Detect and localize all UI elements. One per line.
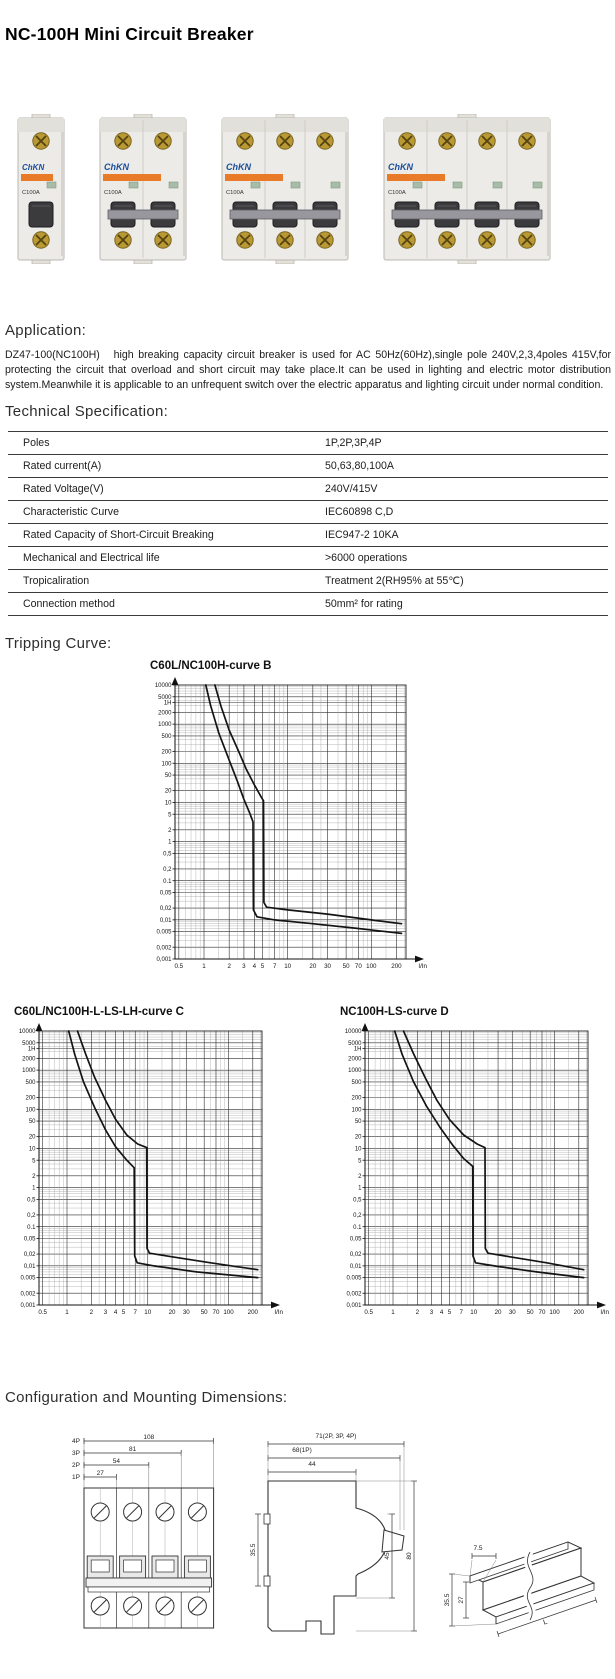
chart-title-c: C60L/NC100H-L-LS-LH-curve C	[14, 1006, 184, 1018]
svg-text:30: 30	[508, 1309, 516, 1316]
svg-text:500: 500	[25, 1080, 36, 1087]
chart-curve-c	[6, 1006, 284, 1328]
chart-plot-c	[6, 1021, 284, 1323]
svg-text:0,05: 0,05	[159, 890, 172, 897]
svg-text:35.5: 35.5	[250, 1543, 257, 1557]
spec-label: Rated Voltage(V)	[8, 478, 325, 501]
svg-text:0.005: 0.005	[156, 929, 172, 936]
svg-text:I/In: I/In	[418, 963, 427, 970]
svg-text:100: 100	[223, 1309, 234, 1316]
svg-text:20: 20	[168, 1309, 176, 1316]
svg-text:20: 20	[494, 1309, 502, 1316]
svg-text:20: 20	[28, 1134, 36, 1141]
svg-text:50: 50	[526, 1309, 534, 1316]
svg-text:500: 500	[161, 734, 172, 741]
svg-text:5: 5	[447, 1309, 452, 1316]
svg-text:2: 2	[227, 963, 231, 970]
svg-text:100: 100	[351, 1107, 362, 1114]
chart-plot-b	[142, 675, 428, 977]
breaker-photo-4p	[374, 114, 560, 264]
svg-text:1000: 1000	[348, 1068, 362, 1075]
svg-text:100: 100	[25, 1107, 36, 1114]
svg-text:200: 200	[391, 963, 402, 970]
svg-text:0,01: 0,01	[23, 1263, 36, 1270]
spec-label: Mechanical and Electrical life	[8, 547, 325, 570]
chart-title-d: NC100H-LS-curve D	[340, 1006, 449, 1018]
chart-title-b: C60L/NC100H-curve B	[150, 660, 272, 672]
svg-text:3: 3	[242, 963, 246, 970]
front-view-drawing	[52, 1430, 232, 1652]
svg-text:50: 50	[354, 1119, 362, 1126]
svg-text:0,002: 0,002	[346, 1291, 362, 1298]
svg-text:1000: 1000	[158, 722, 172, 729]
svg-text:0,02: 0,02	[159, 906, 172, 913]
svg-text:2: 2	[168, 827, 172, 834]
svg-text:5: 5	[32, 1158, 36, 1165]
svg-text:0,05: 0,05	[23, 1236, 36, 1243]
spec-label: Tropicaliration	[8, 570, 325, 593]
svg-text:0,002: 0,002	[20, 1291, 36, 1298]
chart-plot-d	[332, 1021, 610, 1323]
spec-value: >6000 operations	[325, 547, 608, 570]
svg-text:10: 10	[164, 800, 172, 807]
svg-text:10000: 10000	[18, 1029, 36, 1036]
spec-row	[8, 501, 608, 524]
spec-value: 50mm² for rating	[325, 593, 608, 616]
spec-label: Poles	[8, 432, 325, 455]
svg-text:1H: 1H	[353, 1046, 362, 1053]
svg-text:2: 2	[89, 1309, 94, 1316]
spec-value: 50,63,80,100A	[325, 455, 608, 478]
spec-value: 1P,2P,3P,4P	[325, 432, 608, 455]
application-text: DZ47-100(NC100H) high breaking capacity circuit breaker is used for AC 50Hz(60Hz),single pole 240V,2,3,4poles 415V,for protecting the circuit that overload and short circuit may take place.It can be used in lighting and electric motor distribution system.Meanwhile it is applicable to an unfrequent switch over the electric apparatus and lighting circuit under normal condition.	[5, 349, 614, 392]
breaker-photo-3p	[212, 114, 358, 264]
svg-text:L: L	[542, 1618, 549, 1627]
chart-curve-b	[142, 660, 428, 982]
svg-text:0,01: 0,01	[349, 1263, 362, 1270]
svg-text:4P: 4P	[72, 1438, 80, 1445]
svg-text:71(2P, 3P, 4P): 71(2P, 3P, 4P)	[315, 1433, 357, 1440]
svg-text:2P: 2P	[72, 1462, 80, 1469]
spec-value: IEC60898 C,D	[325, 501, 608, 524]
svg-text:200: 200	[351, 1095, 362, 1102]
svg-text:0,01: 0,01	[159, 917, 172, 924]
svg-text:0,5: 0,5	[163, 851, 172, 858]
svg-text:50: 50	[164, 773, 172, 780]
svg-text:1H: 1H	[163, 700, 172, 707]
svg-text:10000: 10000	[154, 683, 172, 690]
svg-text:1: 1	[202, 963, 206, 970]
svg-text:500: 500	[351, 1080, 362, 1087]
svg-text:68(1P): 68(1P)	[292, 1447, 312, 1454]
spec-row	[8, 455, 608, 478]
spec-label: Rated Capacity of Short-Circuit Breaking	[8, 524, 325, 547]
svg-text:3P: 3P	[72, 1450, 80, 1457]
svg-text:50: 50	[342, 963, 350, 970]
svg-text:2: 2	[415, 1309, 420, 1316]
svg-text:100: 100	[161, 761, 172, 768]
svg-text:0,001: 0,001	[156, 957, 172, 964]
svg-text:7: 7	[459, 1309, 463, 1316]
svg-text:108: 108	[143, 1434, 155, 1441]
spec-value: IEC947-2 10KA	[325, 524, 608, 547]
svg-text:5: 5	[358, 1158, 362, 1165]
svg-text:1: 1	[168, 839, 172, 846]
svg-text:54: 54	[112, 1458, 121, 1465]
svg-text:1P: 1P	[72, 1474, 80, 1481]
spec-table-body	[8, 432, 608, 616]
page-title: NC-100H Mini Circuit Breaker	[5, 24, 254, 44]
svg-text:0,2: 0,2	[353, 1213, 362, 1220]
svg-text:50: 50	[28, 1119, 36, 1126]
svg-text:20: 20	[164, 788, 172, 795]
breaker-photo-1p	[8, 114, 74, 264]
din-rail-drawing	[418, 1516, 610, 1668]
application-heading: Application:	[5, 322, 87, 339]
svg-text:I/In: I/In	[274, 1309, 283, 1316]
svg-text:ChKN: ChKN	[388, 162, 413, 172]
svg-text:ChKN: ChKN	[226, 162, 251, 172]
chart-curve-d	[332, 1006, 610, 1328]
svg-text:C100A: C100A	[104, 190, 122, 196]
spec-row	[8, 478, 608, 501]
svg-text:81: 81	[128, 1446, 137, 1453]
svg-text:30: 30	[324, 963, 332, 970]
svg-text:I/In: I/In	[600, 1309, 609, 1316]
svg-text:10: 10	[354, 1146, 362, 1153]
svg-text:0.1: 0.1	[353, 1224, 362, 1231]
spec-label: Rated current(A)	[8, 455, 325, 478]
svg-text:20: 20	[309, 963, 317, 970]
svg-text:ChKN: ChKN	[22, 163, 45, 172]
svg-text:C100A: C100A	[226, 190, 244, 196]
svg-text:10: 10	[144, 1309, 152, 1316]
svg-text:200: 200	[161, 749, 172, 756]
svg-text:0,02: 0,02	[23, 1252, 36, 1259]
svg-text:0.005: 0.005	[346, 1275, 362, 1282]
svg-text:200: 200	[25, 1095, 36, 1102]
svg-text:20: 20	[354, 1134, 362, 1141]
svg-text:0,2: 0,2	[27, 1213, 36, 1220]
dimensions-heading: Configuration and Mounting Dimensions:	[5, 1389, 288, 1406]
svg-text:0.5: 0.5	[38, 1309, 47, 1316]
svg-text:100: 100	[549, 1309, 560, 1316]
svg-text:0,5: 0,5	[353, 1197, 362, 1204]
svg-text:2: 2	[358, 1173, 362, 1180]
svg-text:0.005: 0.005	[20, 1275, 36, 1282]
svg-text:10000: 10000	[344, 1029, 362, 1036]
svg-text:C100A: C100A	[22, 190, 40, 196]
spec-value: Treatment 2(RH95% at 55℃)	[325, 570, 608, 593]
svg-text:30: 30	[182, 1309, 190, 1316]
svg-text:4: 4	[113, 1309, 118, 1316]
svg-text:0.1: 0.1	[163, 878, 172, 885]
svg-text:27: 27	[96, 1470, 104, 1477]
svg-text:4: 4	[439, 1309, 444, 1316]
svg-text:10: 10	[28, 1146, 36, 1153]
svg-text:50: 50	[200, 1309, 208, 1316]
breaker-photo-2p	[90, 114, 196, 264]
svg-text:5000: 5000	[158, 694, 172, 701]
svg-text:7: 7	[272, 963, 277, 970]
svg-text:0,5: 0,5	[27, 1197, 36, 1204]
svg-text:1: 1	[391, 1309, 395, 1316]
svg-text:200: 200	[247, 1309, 258, 1316]
svg-text:200: 200	[573, 1309, 584, 1316]
svg-text:35.5: 35.5	[444, 1593, 451, 1607]
spec-label: Connection method	[8, 593, 325, 616]
svg-text:5: 5	[168, 812, 172, 819]
svg-text:0,2: 0,2	[163, 867, 172, 874]
spec-row	[8, 547, 608, 570]
svg-text:5: 5	[260, 963, 265, 970]
svg-text:10: 10	[470, 1309, 478, 1316]
svg-text:ChKN: ChKN	[104, 162, 129, 172]
svg-text:1H: 1H	[27, 1046, 36, 1053]
svg-text:4: 4	[252, 963, 257, 970]
svg-text:7.5: 7.5	[473, 1545, 483, 1552]
svg-text:100: 100	[366, 963, 377, 970]
svg-text:0,002: 0,002	[156, 945, 172, 952]
svg-text:7: 7	[133, 1309, 137, 1316]
svg-text:2: 2	[32, 1173, 36, 1180]
svg-text:3: 3	[429, 1309, 434, 1316]
svg-text:44: 44	[308, 1461, 316, 1468]
svg-text:70: 70	[212, 1309, 220, 1316]
svg-text:0.5: 0.5	[174, 963, 184, 970]
svg-text:0,02: 0,02	[349, 1252, 362, 1259]
svg-text:1: 1	[358, 1185, 362, 1192]
spec-label: Characteristic Curve	[8, 501, 325, 524]
svg-text:0,001: 0,001	[346, 1303, 362, 1310]
svg-text:1: 1	[65, 1309, 69, 1316]
svg-text:80: 80	[406, 1552, 413, 1560]
svg-text:70: 70	[354, 963, 362, 970]
spec-value: 240V/415V	[325, 478, 608, 501]
svg-text:10: 10	[284, 963, 292, 970]
svg-text:1: 1	[32, 1185, 36, 1192]
svg-text:0,001: 0,001	[20, 1303, 36, 1310]
svg-text:0.1: 0.1	[27, 1224, 36, 1231]
svg-text:2000: 2000	[158, 710, 172, 717]
svg-text:5000: 5000	[22, 1040, 36, 1047]
svg-text:2000: 2000	[22, 1056, 36, 1063]
spec-row	[8, 432, 608, 455]
svg-text:1000: 1000	[22, 1068, 36, 1075]
side-view-drawing	[246, 1426, 424, 1652]
product-images	[8, 106, 560, 264]
tripping-heading: Tripping Curve:	[5, 635, 112, 652]
svg-text:45: 45	[384, 1552, 391, 1560]
svg-text:0.5: 0.5	[364, 1309, 373, 1316]
svg-text:5000: 5000	[348, 1040, 362, 1047]
svg-text:5: 5	[121, 1309, 126, 1316]
spec-row	[8, 570, 608, 593]
spec-table	[8, 431, 608, 616]
svg-text:3: 3	[103, 1309, 108, 1316]
spec-row	[8, 524, 608, 547]
svg-text:0,05: 0,05	[349, 1236, 362, 1243]
spec-row	[8, 593, 608, 616]
specs-heading: Technical Specification:	[5, 403, 169, 420]
svg-text:C100A: C100A	[388, 190, 406, 196]
svg-text:70: 70	[538, 1309, 546, 1316]
svg-text:2000: 2000	[348, 1056, 362, 1063]
svg-text:27: 27	[458, 1596, 465, 1604]
